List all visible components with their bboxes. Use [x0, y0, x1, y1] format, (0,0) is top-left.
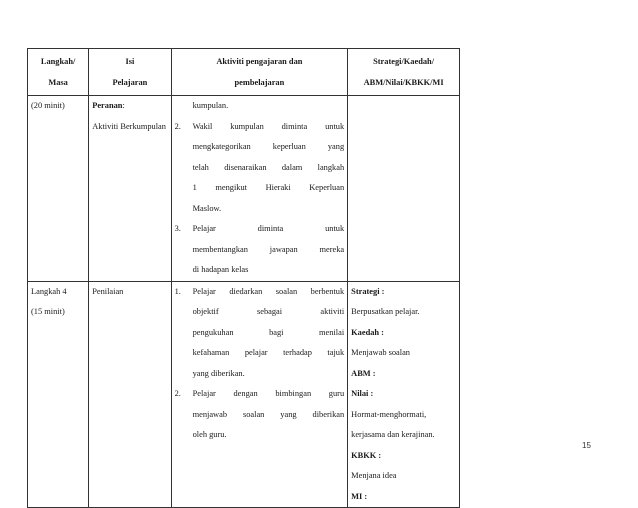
strategi-label: Strategi : — [351, 286, 385, 296]
header-langkah-masa — [28, 49, 89, 96]
header-text: Aktiviti pengajaran dan — [216, 57, 303, 66]
activity-line: Maslow. — [192, 203, 222, 213]
cell-activity — [171, 96, 348, 282]
header-text: Pelajaran — [112, 78, 148, 87]
item-number: 3. — [174, 224, 181, 233]
cell-activity — [171, 281, 348, 508]
strategi-value: Berpusatkan pelajar. — [351, 307, 420, 316]
header-text: ABM/Nilai/KBKK/MI — [363, 78, 444, 87]
abm-label: ABM : — [351, 368, 376, 378]
content-label-line — [92, 96, 167, 117]
activity-line: membentangkan jawapan mereka — [192, 244, 345, 254]
cell-content — [89, 281, 171, 508]
activity-list — [175, 96, 345, 281]
content-text: Aktiviti Berkumpulan — [92, 121, 166, 131]
cell-step — [28, 96, 89, 282]
activity-line: Wakil kumpulan diminta untuk — [192, 121, 345, 131]
activity-line: yang diberikan. — [192, 368, 245, 378]
header-isi-pelajaran — [89, 49, 171, 96]
step-time: (20 minit) — [31, 101, 65, 110]
list-item — [175, 219, 345, 281]
cell-step — [28, 281, 89, 508]
list-item — [175, 384, 345, 446]
item-number: 2. — [174, 389, 181, 398]
header-text: pembelajaran — [234, 78, 285, 87]
header-text: Masa — [48, 78, 68, 87]
header-text: Isi — [125, 57, 135, 66]
step-time: (15 minit) — [31, 307, 65, 316]
kbkk-value: Menjana idea — [351, 471, 397, 480]
kaedah-label: Kaedah : — [351, 327, 384, 337]
activity-line: di hadapan kelas — [192, 265, 249, 274]
step-label: Langkah 4 — [31, 286, 67, 296]
content-text: Penilaian — [92, 286, 124, 296]
activity-line: oleh guru. — [192, 430, 227, 439]
table-row — [28, 96, 460, 282]
header-aktiviti — [171, 49, 348, 96]
table-row — [28, 281, 460, 508]
nilai-value: Hormat-menghormati, — [351, 409, 427, 419]
activity-line: mengkategorikan keperluan yang — [192, 142, 345, 151]
kaedah-value: Menjawab soalan — [351, 348, 410, 357]
content-label: Peranan — [92, 101, 123, 110]
activity-list — [175, 282, 345, 446]
activity-line: Pelajar dengan bimbingan guru — [192, 389, 345, 398]
mi-label: MI : — [351, 491, 368, 501]
cell-strategy — [348, 96, 460, 282]
activity-line: objektif sebagai aktiviti — [192, 307, 345, 316]
activity-line: 1 mengikut Hieraki Keperluan — [192, 183, 345, 192]
item-number: 2. — [174, 121, 181, 131]
header-text: Strategi/Kaedah/ — [373, 57, 435, 66]
lesson-plan-table — [27, 48, 460, 508]
list-item — [175, 96, 345, 117]
page-number: 15 — [582, 441, 591, 450]
header-text: Langkah/ — [40, 57, 76, 66]
activity-line: kefahaman pelajar terhadap tajuk — [192, 348, 345, 357]
nilai-value: kerjasama dan kerajinan. — [351, 430, 435, 439]
activity-line: kumpulan. — [192, 101, 229, 110]
activity-line: Pelajar diedarkan soalan berbentuk — [192, 286, 345, 296]
activity-line: Pelajar diminta untuk — [192, 224, 345, 233]
nilai-label: Nilai : — [351, 389, 374, 398]
list-item — [175, 282, 345, 385]
activity-line: pengukuhan bagi menilai — [192, 327, 345, 337]
table-header-row — [28, 49, 460, 96]
activity-line: menjawab soalan yang diberikan — [192, 409, 345, 419]
content-colon: : — [122, 101, 125, 110]
activity-line: telah disenaraikan dalam langkah — [192, 162, 345, 172]
cell-strategy — [348, 281, 460, 508]
kbkk-label: KBKK : — [351, 450, 382, 460]
cell-content — [89, 96, 171, 282]
item-number: 1. — [174, 286, 181, 296]
header-strategi — [348, 49, 460, 96]
list-item — [175, 117, 345, 220]
